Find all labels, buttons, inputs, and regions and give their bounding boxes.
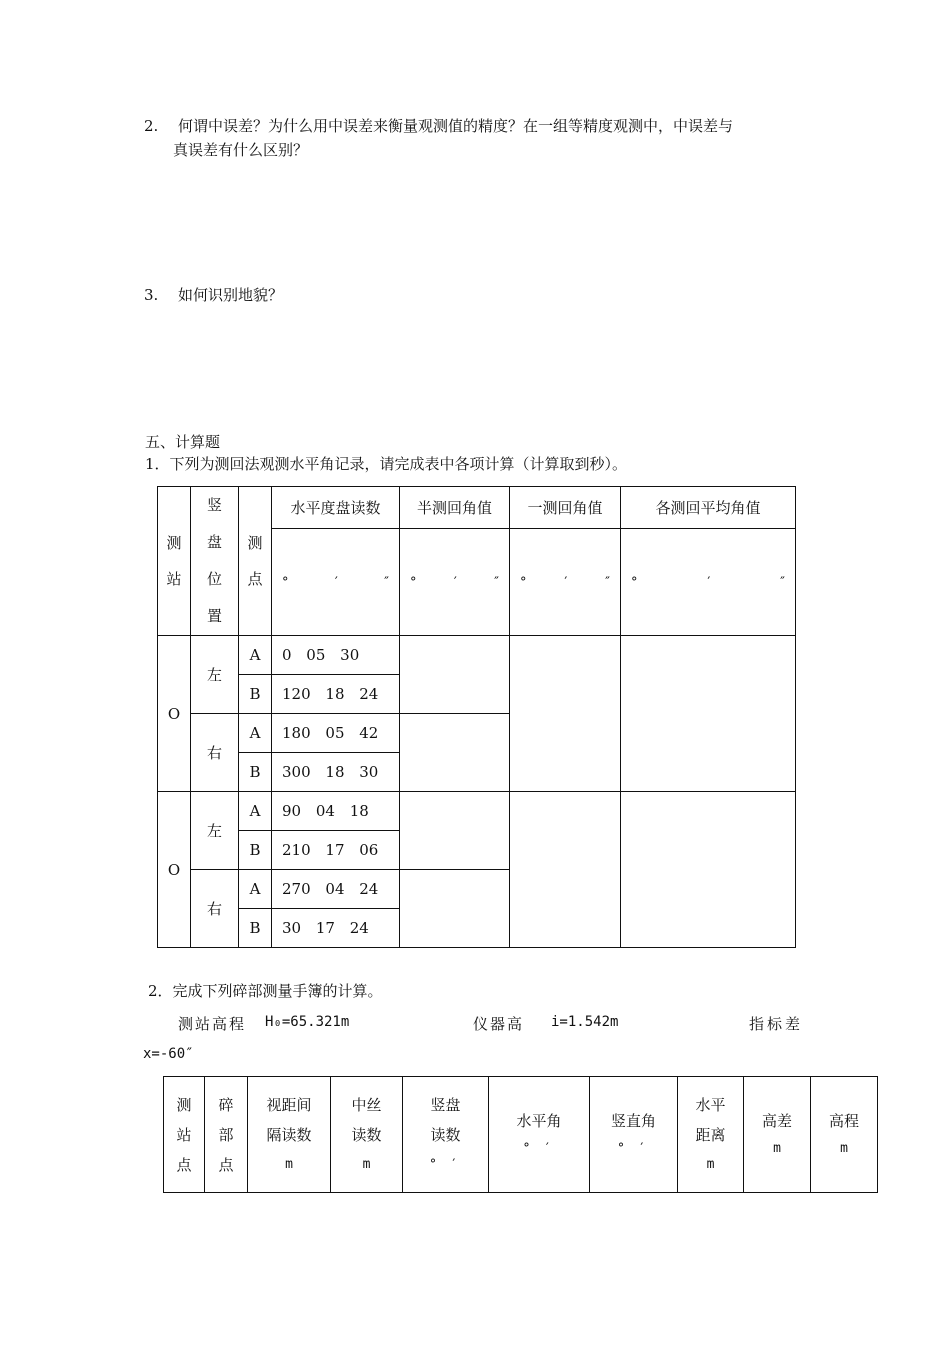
- header-elevation: [811, 1077, 878, 1193]
- header-station-point: [164, 1077, 205, 1193]
- unit-min: ′: [707, 574, 711, 590]
- units-half: [400, 529, 510, 636]
- station-cell: O: [158, 636, 191, 792]
- point-cell: A: [239, 636, 272, 675]
- header-middle-wire: [331, 1077, 403, 1193]
- station-elevation-value: H₀=65.321m: [265, 1014, 350, 1030]
- units-one: [510, 529, 621, 636]
- hdr-unit: m: [840, 1140, 848, 1156]
- hdr-unit: ° ′: [617, 1140, 650, 1156]
- index-error-label: 指标差: [749, 1015, 804, 1033]
- units-reading: [272, 529, 400, 636]
- hdr-line: 部: [218, 1125, 234, 1144]
- hdr-unit: m: [362, 1156, 371, 1172]
- point-cell: B: [239, 675, 272, 714]
- point-cell: A: [239, 792, 272, 831]
- unit-min: ′: [453, 574, 457, 590]
- header-vertical-circle: [403, 1077, 489, 1193]
- unit-sec: ″: [780, 574, 785, 590]
- section-title: 五、计算题: [145, 433, 221, 451]
- hdr-line: 隔读数: [266, 1125, 312, 1144]
- hdr-unit: ° ′: [523, 1140, 555, 1156]
- hdr-line: 视距间: [266, 1095, 312, 1114]
- header-position-char1: 竖: [206, 496, 222, 514]
- position-cell: 右: [191, 714, 239, 792]
- point-cell: A: [239, 714, 272, 753]
- point-cell: B: [239, 753, 272, 792]
- one-round-cell[interactable]: [510, 636, 621, 792]
- unit-deg: °: [631, 574, 638, 590]
- header-station-char2: 站: [166, 570, 182, 588]
- unit-sec: ″: [605, 574, 610, 590]
- header-horizontal-distance: [678, 1077, 744, 1193]
- average-cell[interactable]: [621, 636, 796, 792]
- units-avg: [621, 529, 796, 636]
- station-cell: O: [158, 792, 191, 948]
- instrument-height-value: i=1.542m: [551, 1014, 619, 1030]
- header-detail-point: [205, 1077, 248, 1193]
- unit-deg: °: [410, 574, 417, 590]
- position-cell: 左: [191, 792, 239, 870]
- unit-sec: ″: [494, 574, 499, 590]
- unit-min: ′: [564, 574, 568, 590]
- problem-2-text: 2．完成下列碎部测量手簿的计算。: [148, 982, 383, 1000]
- header-one-round: 一测回角值: [510, 487, 621, 529]
- half-round-cell[interactable]: [400, 636, 510, 714]
- half-round-cell[interactable]: [400, 792, 510, 870]
- hdr-line: 距离: [695, 1125, 726, 1144]
- header-point: [239, 487, 272, 636]
- point-cell: B: [239, 909, 272, 948]
- hdr-unit: m: [285, 1156, 293, 1172]
- header-height-difference: [744, 1077, 811, 1193]
- question-2-number: 2.: [144, 117, 159, 135]
- header-position-char4: 置: [206, 607, 222, 625]
- hdr-line: 点: [218, 1155, 234, 1174]
- header-stadia-interval: [248, 1077, 331, 1193]
- header-station-char1: 测: [166, 534, 182, 552]
- hdr-line: 高程: [828, 1111, 859, 1130]
- reading-cell: 270 04 24: [272, 870, 400, 909]
- unit-deg: °: [282, 574, 289, 590]
- hdr-line: 高差: [761, 1111, 792, 1130]
- header-station: [158, 487, 191, 636]
- header-point-char2: 点: [247, 570, 263, 588]
- station-elevation-label: 测站高程: [178, 1015, 247, 1033]
- average-cell[interactable]: [621, 792, 796, 948]
- hdr-line: 水平角: [516, 1111, 562, 1130]
- hdr-line: 测: [176, 1095, 192, 1114]
- detail-survey-table: [163, 1076, 878, 1193]
- index-error-value: x=-60″: [143, 1046, 194, 1062]
- unit-min: ′: [334, 574, 338, 590]
- instrument-height-label: 仪器高: [473, 1015, 525, 1033]
- header-point-char1: 测: [247, 534, 263, 552]
- hdr-line: 读数: [430, 1125, 461, 1144]
- header-half-round: 半测回角值: [400, 487, 510, 529]
- reading-cell: 300 18 30: [272, 753, 400, 792]
- point-cell: B: [239, 831, 272, 870]
- header-average: 各测回平均角值: [621, 487, 796, 529]
- angle-observation-table: [157, 486, 796, 948]
- header-position-char3: 位: [206, 570, 222, 588]
- half-round-cell[interactable]: [400, 714, 510, 792]
- header-vertical-angle: [590, 1077, 678, 1193]
- header-position: [191, 487, 239, 636]
- problem-1-text: 1．下列为测回法观测水平角记录，请完成表中各项计算（计算取到秒）。: [145, 455, 628, 473]
- reading-cell: 120 18 24: [272, 675, 400, 714]
- header-horizontal-angle: [489, 1077, 590, 1193]
- question-2-line2: 真误差有什么区别？: [173, 141, 309, 159]
- hdr-line: 碎: [218, 1095, 234, 1114]
- position-cell: 左: [191, 636, 239, 714]
- header-position-char2: 盘: [206, 533, 222, 551]
- question-2-line1: 何谓中误差？为什么用中误差来衡量观测值的精度？在一组等精度观测中，中误差与: [178, 117, 734, 135]
- one-round-cell[interactable]: [510, 792, 621, 948]
- reading-cell: 30 17 24: [272, 909, 400, 948]
- hdr-line: 竖直角: [610, 1111, 656, 1130]
- half-round-cell[interactable]: [400, 870, 510, 948]
- hdr-line: 中丝: [351, 1095, 382, 1114]
- hdr-unit: ° ′: [429, 1156, 462, 1172]
- header-reading: 水平度盘读数: [272, 487, 400, 529]
- question-2-text: [173, 114, 818, 162]
- hdr-line: 水平: [695, 1095, 726, 1114]
- hdr-line: 站: [176, 1125, 192, 1144]
- reading-cell: 90 04 18: [272, 792, 400, 831]
- question-3-text: 如何识别地貌？: [178, 286, 284, 304]
- hdr-unit: m: [773, 1140, 781, 1156]
- point-cell: A: [239, 870, 272, 909]
- question-3-number: 3.: [144, 286, 159, 304]
- hdr-line: 竖盘: [430, 1095, 461, 1114]
- hdr-line: 读数: [351, 1125, 382, 1144]
- hdr-unit: m: [706, 1156, 715, 1172]
- reading-cell: 210 17 06: [272, 831, 400, 870]
- reading-cell: 180 05 42: [272, 714, 400, 753]
- reading-cell: 0 05 30: [272, 636, 400, 675]
- unit-deg: °: [520, 574, 527, 590]
- unit-sec: ″: [384, 574, 389, 590]
- position-cell: 右: [191, 870, 239, 948]
- hdr-line: 点: [176, 1155, 192, 1174]
